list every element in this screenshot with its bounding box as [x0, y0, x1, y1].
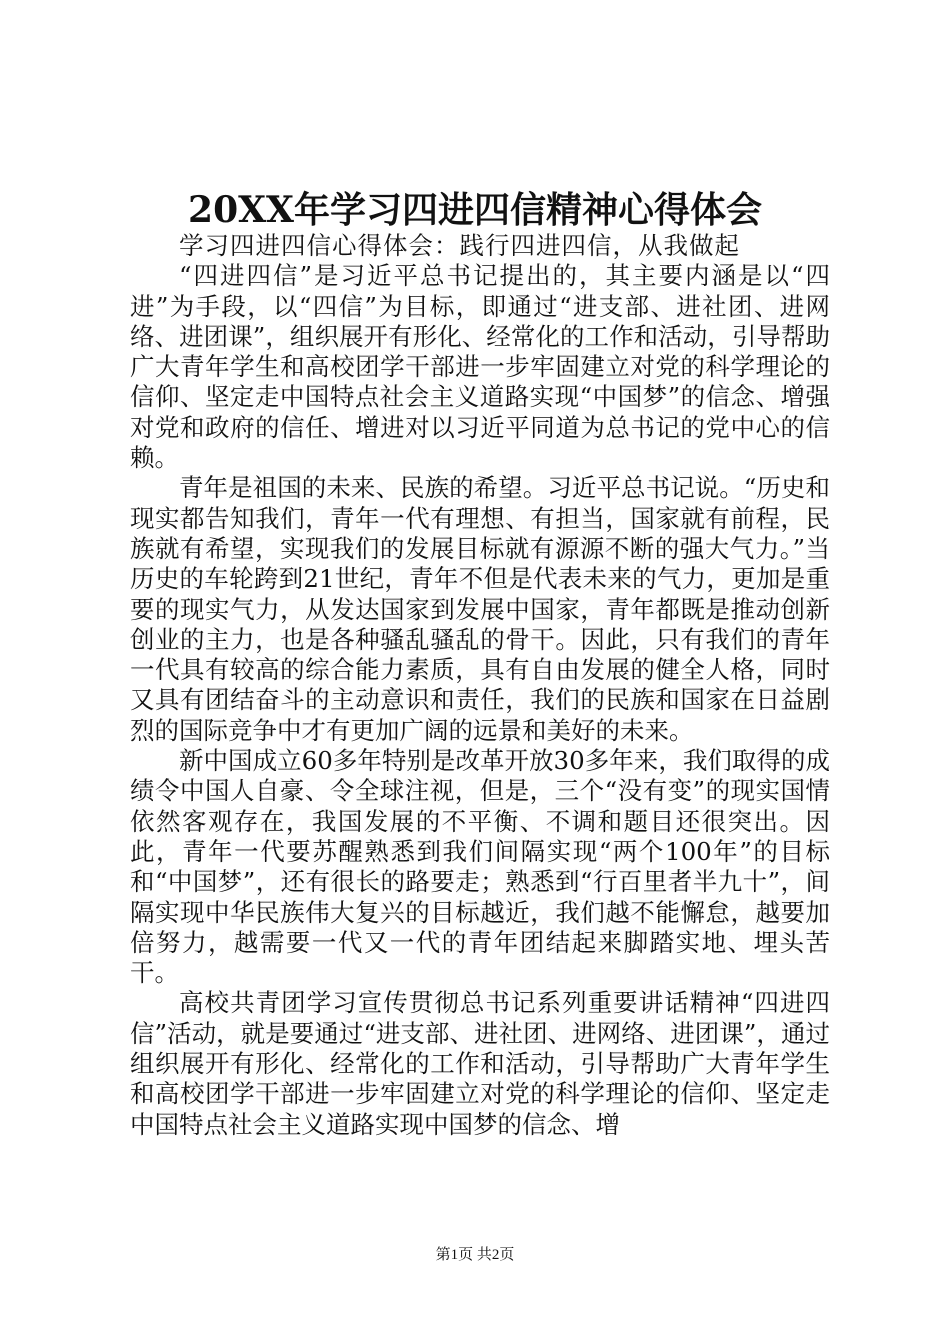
document-title: 20XX年学习四进四信精神心得体会 — [188, 189, 762, 231]
document-body — [130, 231, 830, 1140]
paragraph-2: 青年是祖国的未来、民族的希望。习近平总书记说。“历史和现实都告知我们，青年一代有理想、有担当，国家就有前程，民族就有希望，实现我们的发展目标就有源源不断的强大气力。”当历史的车轮跨到21世纪，青年不但是代表未来的气力，更加是重要的现实气力，从发达国家到发展中国家，青年都既是推动创新创业的主力，也是各种骚乱骚乱的骨干。因此，只有我们的青年一代具有较高的综合能力素质，具有自由发展的健全人格，同时又具有团结奋斗的主动意识和责任，我们的民族和国家在日益剧烈的国际竞争中才有更加广阔的远景和美好的未来。 — [130, 473, 830, 745]
paragraph-3: 新中国成立60多年特别是改革开放30多年来，我们取得的成绩令中国人自豪、令全球注视，但是，三个“没有变”的现实国情依然客观存在，我国发展的不平衡、不调和题目还很突出。因此，青年一代要苏醒熟悉到我们间隔实现“两个100年”的目标和“中国梦”，还有很长的路要走；熟悉到“行百里者半九十”，间隔实现中华民族伟大复兴的目标越近，我们越不能懈怠，越要加倍努力，越需要一代又一代的青年团结起来脚踏实地、埋头苦干。 — [130, 746, 830, 988]
paragraph-1: “四进四信”是习近平总书记提出的，其主要内涵是以“四进”为手段，以“四信”为目标，即通过“进支部、进社团、进网络、进团课”，组织展开有形化、经常化的工作和活动，引导帮助广大青年学生和高校团学干部进一步牢固建立对党的科学理论的信仰、坚定走中国特点社会主义道路实现“中国梦”的信念、增强对党和政府的信任、增进对以习近平同道为总书记的党中心的信赖。 — [130, 261, 830, 473]
document-subtitle: 学习四进四信心得体会：践行四进四信，从我做起 — [179, 231, 740, 260]
paragraph-4: 高校共青团学习宣传贯彻总书记系列重要讲话精神“四进四信”活动，就是要通过“进支部、进社团、进网络、进团课”，通过组织展开有形化、经常化的工作和活动，引导帮助广大青年学生和高校团学干部进一步牢固建立对党的科学理论的信仰、坚定走中国特点社会主义道路实现中国梦的信念、增 — [130, 988, 830, 1139]
page-number-footer: 第1页 共2页 — [435, 1247, 515, 1263]
